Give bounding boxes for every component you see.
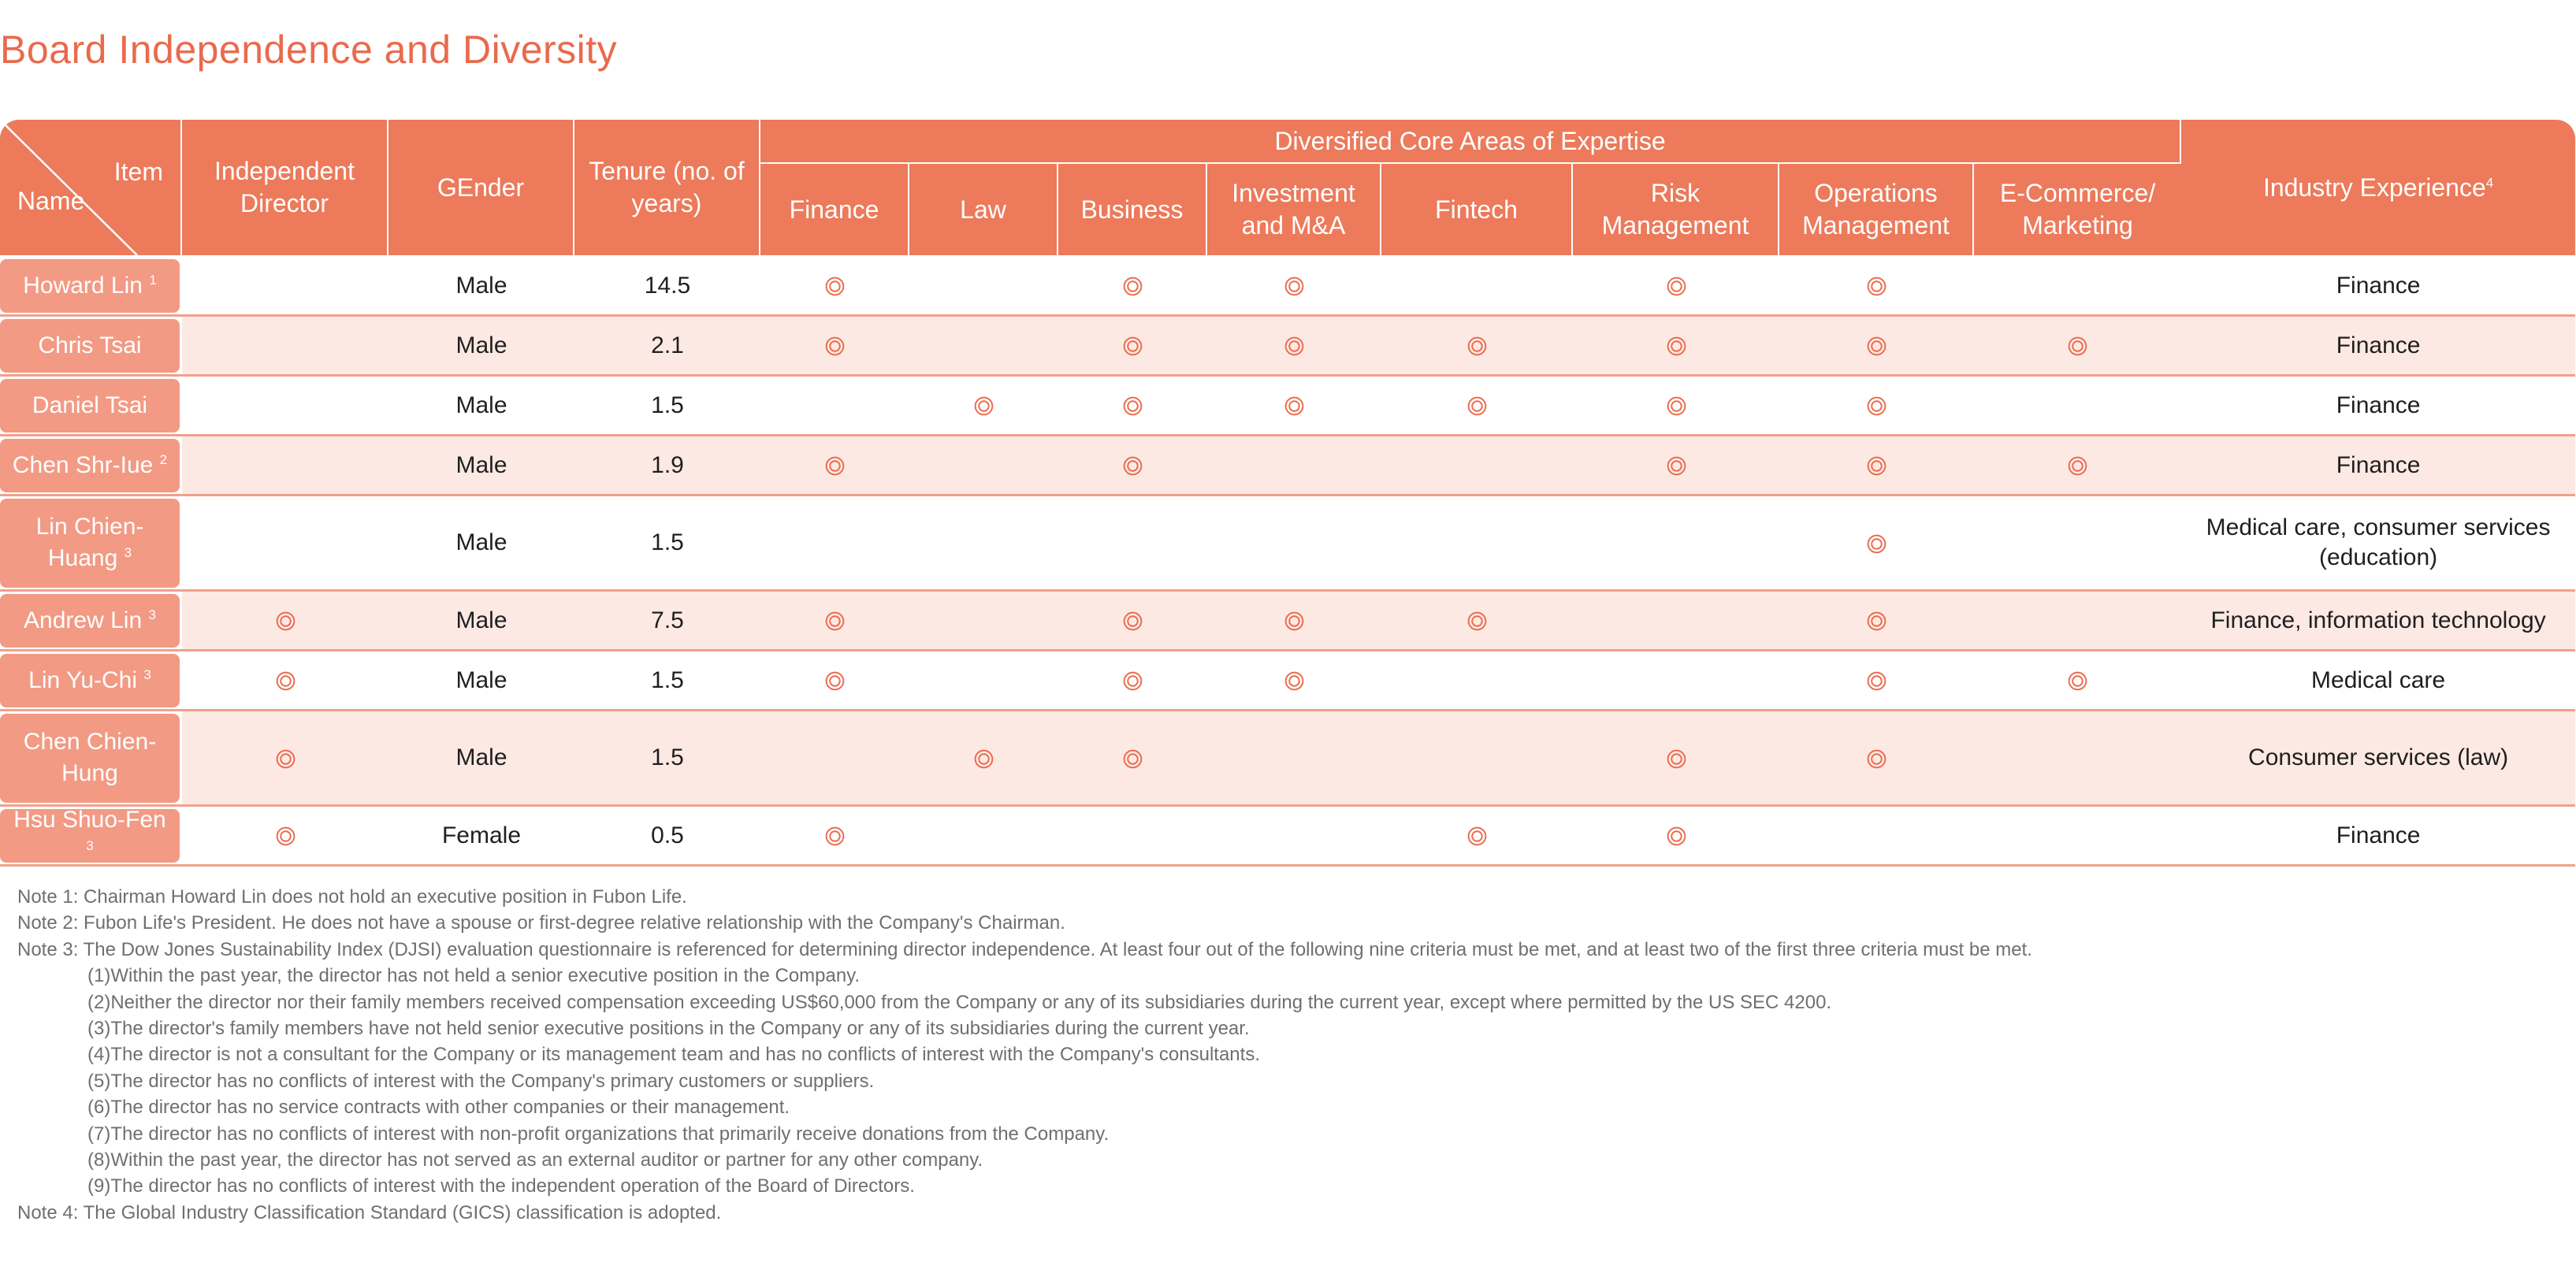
- independent-director-cell: [182, 651, 388, 711]
- table-row: [0, 651, 2575, 711]
- director-name: Chris Tsai: [38, 332, 142, 358]
- expertise-cell-finance: [760, 711, 909, 807]
- expertise-cell-investment-and-m-a: [1207, 651, 1381, 711]
- expertise-cell-fintech: [1381, 651, 1573, 711]
- double-circle-icon: [1123, 611, 1143, 631]
- double-circle-icon: [1123, 456, 1143, 476]
- table-header: [0, 120, 2575, 257]
- expertise-cell-business: [1058, 711, 1207, 807]
- director-name-chip: [0, 714, 180, 803]
- criterion-item: (6)The director has no service contracts with other companies or their management.: [87, 1097, 790, 1119]
- item-label: Item: [113, 158, 163, 186]
- expertise-cell-risk-management: [1573, 651, 1779, 711]
- double-circle-icon: [1467, 826, 1487, 846]
- expertise-header-fintech: Fintech: [1381, 164, 1573, 257]
- table-row: [0, 257, 2575, 317]
- director-name: Lin Yu-Chi: [28, 666, 138, 693]
- criterion-item: (4)The director is not a consultant for the Company or its management team and has no conflicts of interest with the Company's consultants.: [87, 1044, 1260, 1066]
- expertise-header-investment-and-m-a: Investment and M&A: [1207, 164, 1381, 257]
- director-name: Chen Chien-Hung: [23, 729, 157, 786]
- expertise-cell-risk-management: [1573, 711, 1779, 807]
- double-circle-icon: [1467, 611, 1487, 631]
- footnote-marker: 1: [149, 272, 157, 288]
- notes-section: [17, 884, 2539, 1226]
- tenure-header: Tenure (no. of years): [574, 120, 760, 257]
- footnote-marker: 3: [86, 837, 94, 853]
- table-row: [0, 711, 2575, 807]
- note-3: Note 3: The Dow Jones Sustainability Index (DJSI) evaluation questionnaire is referenced for determining director independence. At least four out of the following nine criteria must be met, and at least two of the first three criteria must be met.: [17, 938, 2032, 960]
- tenure-cell: 2.1: [574, 317, 760, 377]
- criteria-list: [17, 963, 2539, 1200]
- criterion-item: (8)Within the past year, the director has not served as an external auditor or partner for any other company.: [87, 1149, 983, 1171]
- expertise-cell-investment-and-m-a: [1207, 377, 1381, 436]
- expertise-cell-business: [1058, 317, 1207, 377]
- director-name: Howard Lin: [23, 272, 143, 299]
- director-name-chip: [0, 654, 180, 707]
- independent-director-cell: [182, 807, 388, 867]
- expertise-cell-operations-management: [1779, 496, 1974, 592]
- double-circle-icon: [1667, 336, 1686, 356]
- director-name-cell: [0, 257, 182, 317]
- expertise-cell-e-commerce-marketing: [1974, 377, 2181, 436]
- double-circle-icon: [1667, 456, 1686, 476]
- double-circle-icon: [974, 749, 994, 769]
- double-circle-icon: [1123, 277, 1143, 296]
- expertise-cell-fintech: [1381, 592, 1573, 651]
- expertise-cell-e-commerce-marketing: [1974, 592, 2181, 651]
- expertise-cell-law: [909, 651, 1058, 711]
- expertise-cell-fintech: [1381, 317, 1573, 377]
- footnote-marker: 2: [159, 451, 168, 467]
- industry-experience-cell: Finance, information technology: [2181, 592, 2575, 651]
- director-name-cell: [0, 807, 182, 867]
- expertise-cell-investment-and-m-a: [1207, 807, 1381, 867]
- expertise-cell-law: [909, 377, 1058, 436]
- expertise-cell-finance: [760, 317, 909, 377]
- gender-cell: Male: [388, 377, 574, 436]
- expertise-cell-e-commerce-marketing: [1974, 436, 2181, 496]
- double-circle-icon: [1467, 336, 1487, 356]
- footnote-marker: 3: [124, 545, 132, 560]
- corner-header: [0, 120, 182, 257]
- double-circle-icon: [1123, 671, 1143, 691]
- director-name: Lin Chien-Huang: [35, 514, 144, 571]
- expertise-cell-operations-management: [1779, 807, 1974, 867]
- gender-cell: Male: [388, 317, 574, 377]
- expertise-cell-risk-management: [1573, 592, 1779, 651]
- expertise-cell-fintech: [1381, 257, 1573, 317]
- expertise-cell-finance: [760, 807, 909, 867]
- tenure-cell: 0.5: [574, 807, 760, 867]
- criterion-item: (1)Within the past year, the director has not held a senior executive position in the Company.: [87, 965, 861, 987]
- double-circle-icon: [1667, 749, 1686, 769]
- page-title: Board Independence and Diversity: [0, 28, 618, 72]
- table-row: [0, 317, 2575, 377]
- expertise-cell-operations-management: [1779, 257, 1974, 317]
- expertise-cell-business: [1058, 592, 1207, 651]
- industry-experience-header: Industry Experience$^4$: [2181, 120, 2575, 257]
- expertise-cell-e-commerce-marketing: [1974, 317, 2181, 377]
- industry-experience-cell: Consumer services (law): [2181, 711, 2575, 807]
- double-circle-icon: [1284, 336, 1304, 356]
- industry-experience-cell: Finance: [2181, 436, 2575, 496]
- independent-director-cell: [182, 377, 388, 436]
- expertise-cell-finance: [760, 436, 909, 496]
- double-circle-icon: [276, 671, 296, 691]
- expertise-cell-finance: [760, 377, 909, 436]
- double-circle-icon: [1123, 749, 1143, 769]
- director-name: Andrew Lin: [24, 607, 143, 633]
- independent-director-cell: [182, 496, 388, 592]
- double-circle-icon: [1867, 336, 1886, 356]
- tenure-cell: 1.5: [574, 377, 760, 436]
- expertise-group-header: Diversified Core Areas of Expertise: [760, 120, 2181, 164]
- expertise-header-e-commerce-marketing: E-Commerce/ Marketing: [1974, 164, 2181, 257]
- expertise-cell-finance: [760, 257, 909, 317]
- gender-cell: Male: [388, 496, 574, 592]
- director-name-cell: [0, 651, 182, 711]
- gender-cell: Male: [388, 257, 574, 317]
- double-circle-icon: [1123, 336, 1143, 356]
- expertise-cell-risk-management: [1573, 257, 1779, 317]
- director-name-cell: [0, 317, 182, 377]
- expertise-cell-investment-and-m-a: [1207, 436, 1381, 496]
- table-row: [0, 436, 2575, 496]
- table-row: [0, 496, 2575, 592]
- director-name-cell: [0, 496, 182, 592]
- gender-header: GEnder: [388, 120, 574, 257]
- director-name-chip: [0, 439, 180, 492]
- expertise-cell-e-commerce-marketing: [1974, 651, 2181, 711]
- expertise-cell-fintech: [1381, 377, 1573, 436]
- expertise-cell-investment-and-m-a: [1207, 317, 1381, 377]
- expertise-cell-fintech: [1381, 496, 1573, 592]
- industry-experience-cell: Finance: [2181, 377, 2575, 436]
- industry-experience-cell: Medical care: [2181, 651, 2575, 711]
- expertise-cell-law: [909, 436, 1058, 496]
- double-circle-icon: [974, 396, 994, 416]
- double-circle-icon: [1867, 456, 1886, 476]
- expertise-cell-operations-management: [1779, 436, 1974, 496]
- tenure-cell: 14.5: [574, 257, 760, 317]
- double-circle-icon: [1284, 671, 1304, 691]
- name-label: Name: [17, 187, 85, 215]
- criterion-item: (9)The director has no conflicts of interest with the independent operation of the Board of Directors.: [87, 1175, 915, 1197]
- tenure-cell: 1.5: [574, 651, 760, 711]
- double-circle-icon: [825, 671, 845, 691]
- expertise-cell-business: [1058, 257, 1207, 317]
- expertise-cell-e-commerce-marketing: [1974, 257, 2181, 317]
- independent-director-cell: [182, 711, 388, 807]
- criterion-item: (3)The director's family members have not held senior executive positions in the Company or any of its subsidiaries during the current year.: [87, 1018, 1250, 1040]
- table-row: [0, 807, 2575, 867]
- gender-cell: Male: [388, 651, 574, 711]
- expertise-cell-investment-and-m-a: [1207, 592, 1381, 651]
- director-name-cell: [0, 592, 182, 651]
- expertise-cell-risk-management: [1573, 377, 1779, 436]
- criterion-item: (5)The director has no conflicts of interest with the Company's primary customers or suppliers.: [87, 1070, 875, 1092]
- expertise-cell-operations-management: [1779, 317, 1974, 377]
- double-circle-icon: [825, 336, 845, 356]
- tenure-cell: 1.5: [574, 711, 760, 807]
- expertise-cell-risk-management: [1573, 317, 1779, 377]
- expertise-cell-operations-management: [1779, 592, 1974, 651]
- independent-director-cell: [182, 592, 388, 651]
- double-circle-icon: [825, 826, 845, 846]
- double-circle-icon: [2068, 336, 2087, 356]
- expertise-cell-e-commerce-marketing: [1974, 711, 2181, 807]
- expertise-cell-risk-management: [1573, 436, 1779, 496]
- expertise-cell-business: [1058, 651, 1207, 711]
- double-circle-icon: [276, 749, 296, 769]
- table-row: [0, 377, 2575, 436]
- director-name-cell: [0, 377, 182, 436]
- industry-experience-cell: Finance: [2181, 317, 2575, 377]
- double-circle-icon: [2068, 456, 2087, 476]
- expertise-cell-fintech: [1381, 436, 1573, 496]
- expertise-cell-fintech: [1381, 807, 1573, 867]
- industry-experience-cell: Finance: [2181, 807, 2575, 867]
- expertise-header-law: Law: [909, 164, 1058, 257]
- double-circle-icon: [1123, 396, 1143, 416]
- director-name: Hsu Shuo-Fen: [13, 806, 166, 833]
- expertise-cell-law: [909, 317, 1058, 377]
- footnote-marker: 3: [143, 666, 151, 682]
- double-circle-icon: [1667, 277, 1686, 296]
- expertise-cell-law: [909, 711, 1058, 807]
- double-circle-icon: [1284, 396, 1304, 416]
- criterion-item: (7)The director has no conflicts of interest with non-profit organizations that primarily receive donations from the Company.: [87, 1123, 1110, 1145]
- expertise-cell-risk-management: [1573, 807, 1779, 867]
- expertise-cell-investment-and-m-a: [1207, 257, 1381, 317]
- footnote-marker: 3: [148, 607, 156, 622]
- director-name-cell: [0, 711, 182, 807]
- double-circle-icon: [1867, 671, 1886, 691]
- expertise-cell-operations-management: [1779, 651, 1974, 711]
- expertise-cell-finance: [760, 592, 909, 651]
- double-circle-icon: [276, 826, 296, 846]
- board-diversity-table: [0, 120, 2575, 867]
- expertise-cell-law: [909, 592, 1058, 651]
- expertise-cell-investment-and-m-a: [1207, 711, 1381, 807]
- director-name: Daniel Tsai: [32, 392, 148, 418]
- industry-experience-cell: Medical care, consumer services (education): [2181, 496, 2575, 592]
- industry-experience-cell: Finance: [2181, 257, 2575, 317]
- gender-cell: Male: [388, 436, 574, 496]
- director-name-chip: [0, 379, 180, 432]
- director-name-chip: [0, 499, 180, 588]
- criterion-item: (2)Neither the director nor their family members received compensation exceeding US$60,000 from the Company or any of its subsidiaries during the current year, except where permitted by the US SEC 4200.: [87, 991, 1832, 1013]
- expertise-cell-business: [1058, 377, 1207, 436]
- gender-cell: Male: [388, 711, 574, 807]
- double-circle-icon: [1467, 396, 1487, 416]
- independent-director-cell: [182, 257, 388, 317]
- double-circle-icon: [1867, 611, 1886, 631]
- tenure-cell: 1.9: [574, 436, 760, 496]
- independent-director-cell: [182, 317, 388, 377]
- director-name-chip: [0, 806, 180, 863]
- expertise-cell-business: [1058, 436, 1207, 496]
- expertise-cell-e-commerce-marketing: [1974, 496, 2181, 592]
- gender-cell: Male: [388, 592, 574, 651]
- expertise-header-business: Business: [1058, 164, 1207, 257]
- double-circle-icon: [825, 456, 845, 476]
- director-name-chip: [0, 594, 180, 648]
- expertise-cell-business: [1058, 496, 1207, 592]
- expertise-cell-e-commerce-marketing: [1974, 807, 2181, 867]
- independent-director-cell: [182, 436, 388, 496]
- double-circle-icon: [1284, 277, 1304, 296]
- double-circle-icon: [825, 277, 845, 296]
- double-circle-icon: [1667, 826, 1686, 846]
- expertise-cell-law: [909, 807, 1058, 867]
- expertise-header-risk-management: Risk Management: [1573, 164, 1779, 257]
- expertise-cell-operations-management: [1779, 377, 1974, 436]
- double-circle-icon: [1867, 534, 1886, 554]
- gender-cell: Female: [388, 807, 574, 867]
- double-circle-icon: [2068, 671, 2087, 691]
- double-circle-icon: [825, 611, 845, 631]
- double-circle-icon: [1667, 396, 1686, 416]
- expertise-header-finance: Finance: [760, 164, 909, 257]
- director-rows: [0, 257, 2575, 867]
- double-circle-icon: [1867, 749, 1886, 769]
- double-circle-icon: [1284, 611, 1304, 631]
- director-name-chip: [0, 319, 180, 373]
- expertise-cell-investment-and-m-a: [1207, 496, 1381, 592]
- expertise-header-operations-management: Operations Management: [1779, 164, 1974, 257]
- expertise-cell-finance: [760, 651, 909, 711]
- expertise-cell-risk-management: [1573, 496, 1779, 592]
- director-name: Chen Shr-Iue: [12, 451, 154, 478]
- note-2: Note 2: Fubon Life's President. He does not have a spouse or first-degree relative relationship with the Company's Chairman.: [17, 912, 1065, 934]
- director-name-cell: [0, 436, 182, 496]
- director-name-chip: [0, 259, 180, 313]
- tenure-cell: 1.5: [574, 496, 760, 592]
- note-4: Note 4: The Global Industry Classification Standard (GICS) classification is adopted.: [17, 1201, 722, 1223]
- expertise-cell-law: [909, 496, 1058, 592]
- double-circle-icon: [276, 611, 296, 631]
- expertise-cell-law: [909, 257, 1058, 317]
- table-row: [0, 592, 2575, 651]
- double-circle-icon: [1867, 277, 1886, 296]
- expertise-cell-fintech: [1381, 711, 1573, 807]
- expertise-cell-operations-management: [1779, 711, 1974, 807]
- expertise-cell-business: [1058, 807, 1207, 867]
- expertise-cell-finance: [760, 496, 909, 592]
- note-1: Note 1: Chairman Howard Lin does not hold an executive position in Fubon Life.: [17, 886, 687, 908]
- double-circle-icon: [1867, 396, 1886, 416]
- tenure-cell: 7.5: [574, 592, 760, 651]
- independent-director-header: Independent Director: [182, 120, 388, 257]
